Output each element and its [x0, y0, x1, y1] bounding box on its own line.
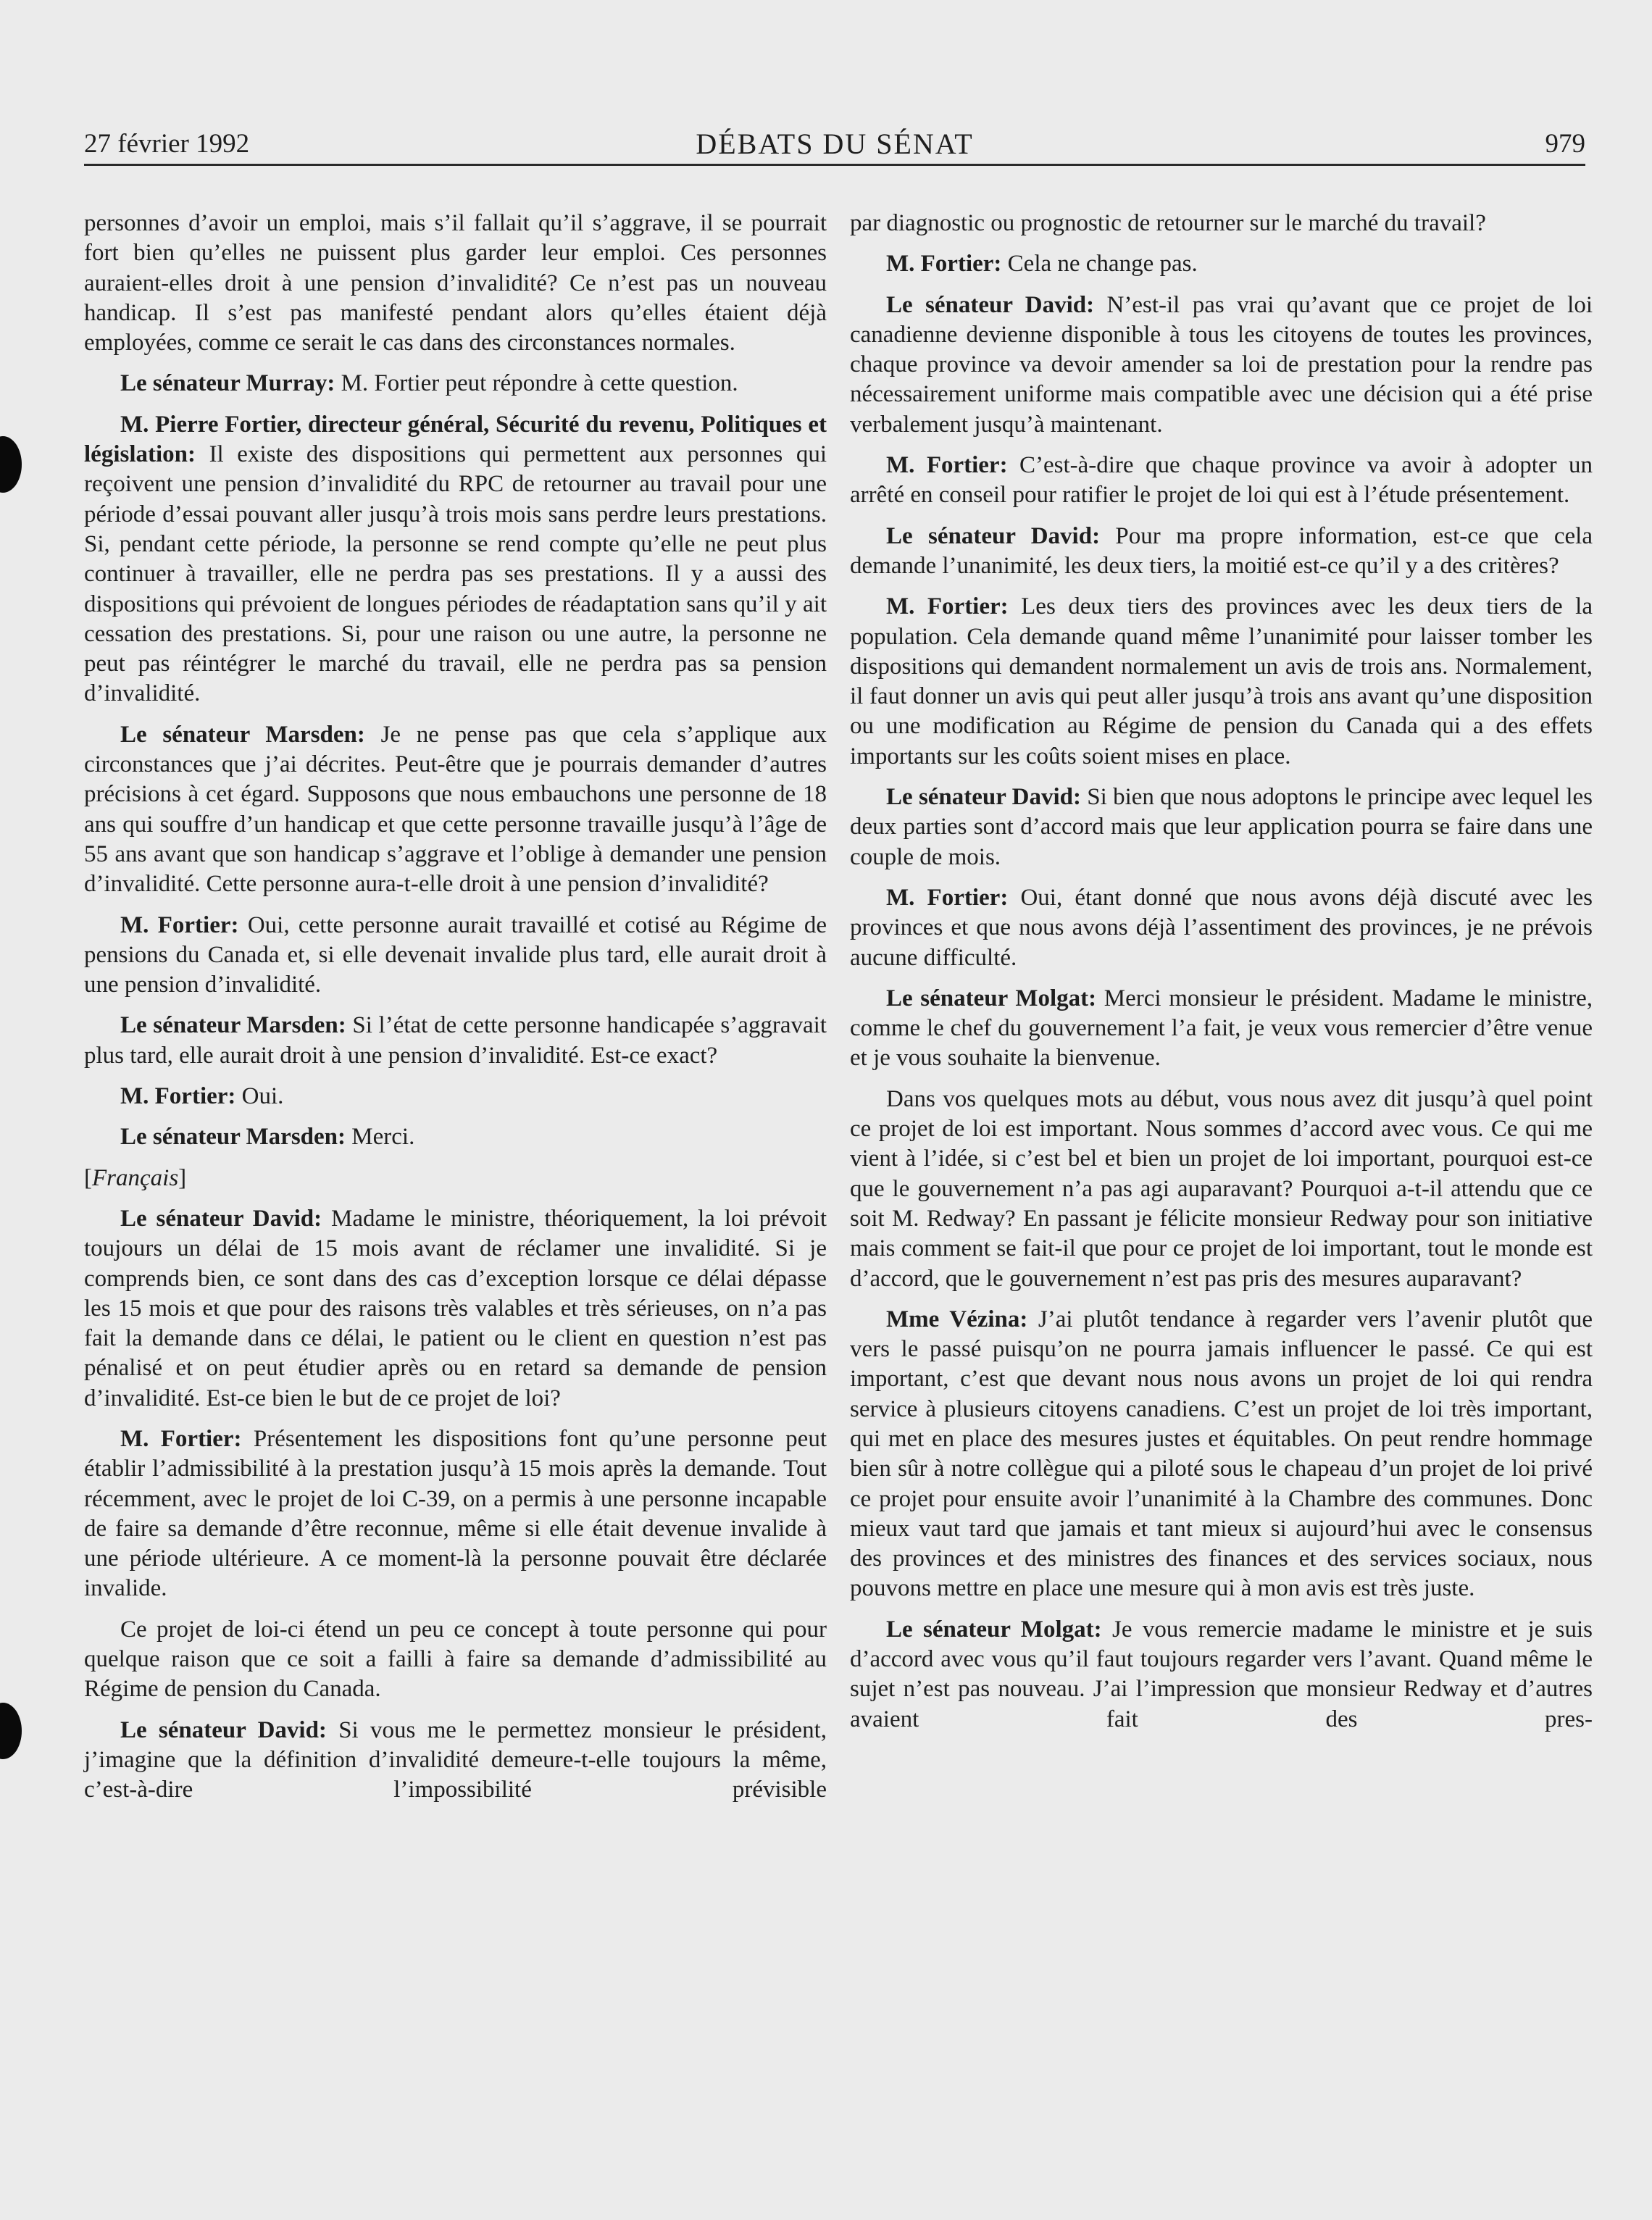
paragraph: Le sénateur David: Pour ma propre information, est-ce que cela demande l’unanimité, les deux tiers, la moitié est-ce qu’il y a des critères?: [850, 522, 1593, 579]
speaker-name: M. Fortier:: [120, 911, 239, 938]
running-header: [84, 125, 1585, 166]
paragraph: Le sénateur Marsden: Si l’état de cette personne handicapée s’aggravait plus tard, elle aurait droit à une pension d’invalidité. Est-ce exact?: [84, 1012, 827, 1069]
paragraph: Le sénateur Molgat: Je vous remercie madame le ministre et je suis d’accord avec vous qu’il faut toujours regarder vers l’avant. Quand même le sujet n’est pas nouveau. J’ai l’impression que monsieur Redway et d’autres avaient fait des pres-: [850, 1616, 1593, 1732]
speaker-name: Le sénateur Marsden:: [120, 1124, 346, 1151]
paragraph: Le sénateur David: Madame le ministre, théoriquement, la loi prévoit toujours un délai de 15 mois avant de réclamer une invalidité. Si je comprends bien, ce sont dans des cas d’exception lorsque ce délai dépasse les 15 mois et que pour des raisons très valables et très sérieuses, on n’a pas fait la demande dans ce délai, le patient ou le client en question n’est pas pénalisé et on peut étudier après ou en retard sa demande de pension d’invalidité. Est-ce bien le but de ce projet de loi?: [84, 1205, 827, 1411]
paragraph: Le sénateur David: Si vous me le permettez monsieur le président, j’imagine que la définition d’invalidité demeure-t-elle toujours la même, c’est-à-dire l’impossibilité prévisible: [84, 1716, 827, 1803]
speaker-name: Le sénateur Marsden:: [120, 721, 365, 748]
speaker-name: M. Pierre Fortier, directeur général, Sécurité du revenu, Politiques et législation:: [84, 411, 827, 468]
page-number: 979: [1545, 129, 1585, 159]
paragraph: M. Fortier: Cela ne change pas.: [886, 251, 1198, 278]
paragraph: M. Fortier: Les deux tiers des provinces avec les deux tiers de la population. Cela demande quand même l’unanimité pour laisser tomber les dispositions qui demandent normalement un avis de trois ans. Normalement, il faut donner un avis qui peut aller jusqu’à trois ans avant qu’une disposition ou une modification au Régime de pension du Canada qui a des effets importants sur les coûts soient mises en place.: [850, 593, 1593, 769]
paragraph: Le sénateur Molgat: Merci monsieur le président. Madame le ministre, comme le chef du gouvernement l’a fait, je veux vous remercier d’être venue et je vous souhaite la bienvenue.: [850, 985, 1593, 1072]
binder-hole-bottom: [0, 1703, 22, 1759]
header-title: DÉBATS DU SÉNAT: [696, 128, 974, 160]
speaker-name: M. Fortier:: [886, 251, 1002, 278]
language-note: [Français]: [84, 1164, 187, 1191]
speaker-name: Le sénateur Marsden:: [120, 1012, 346, 1039]
header-date: 27 février 1992: [84, 129, 250, 159]
speaker-name: M. Fortier:: [886, 452, 1008, 479]
speaker-name: Le sénateur Molgat:: [886, 1616, 1102, 1643]
paragraph: Le sénateur David: Si bien que nous adoptons le principe avec lequel les deux parties sont d’accord mais que leur application pourra se faire dans une couple de mois.: [850, 784, 1593, 870]
paragraph: M. Fortier: Oui, étant donné que nous avons déjà discuté avec les provinces et que nous avons déjà l’assentiment des provinces, je ne prévois aucune difficulté.: [850, 884, 1593, 971]
right-column: [850, 209, 1593, 1745]
speaker-name: Le sénateur Murray:: [120, 370, 335, 397]
paragraph: Le sénateur Marsden: Je ne pense pas que cela s’applique aux circonstances que j’ai décrites. Peut-être que je pourrais demander d’autres précisions à cet égard. Supposons que nous embauchons une personne de 18 ans qui souffre d’un handicap et que cette personne travaille jusqu’à l’âge de 55 ans avant que son handicap s’aggrave et l’oblige à demander une pension d’invalidité. Cette personne aura-t-elle droit à une pension d’invalidité?: [84, 721, 827, 898]
speaker-name: M. Fortier:: [886, 593, 1009, 620]
paragraph: Dans vos quelques mots au début, vous nous avez dit jusqu’à quel point ce projet de loi est important. Nous sommes d’accord avec vous. Ce qui me vient à l’idée, si c’est bel et bien un projet de loi important, pourquoi est-ce que le gouvernement n’a pas agi auparavant? Pourquoi a-t-il attendu que ce soit M. Redway? En passant je félicite monsieur Redway pour son initiative mais comment se fait-il que pour ce projet de loi important, tout le monde est d’accord, que le gouvernement n’est pas pris des mesures auparavant?: [850, 1085, 1593, 1292]
paragraph: M. Pierre Fortier, directeur général, Sécurité du revenu, Politiques et législation: Il existe des dispositions qui permettent aux personnes qui reçoivent une pension d’invalidité du RPC de retourner au travail pour une période d’essai pouvant aller jusqu’à trois mois sans perdre leurs prestations. Si, pendant cette période, la personne se rend compte qu’elle ne peut plus continuer à travailler, elle ne perdra pas ses prestations. Il y a aussi des dispositions qui prévoient de longues périodes de réadaptation sans qu’il y ait cessation des prestations. Si, pour une raison ou une autre, la personne ne peut pas réintégrer le marché du travail, elle ne perdra pas sa pension d’invalidité.: [84, 411, 827, 707]
binder-hole-top: [0, 436, 22, 493]
paragraph: Mme Vézina: J’ai plutôt tendance à regarder vers l’avenir plutôt que vers le passé puisqu’on ne pourra jamais influencer le passé. Ce qui est important, c’est que devant nous nous avons un projet de loi qui rendra service à plusieurs citoyens canadiens. C’est un projet de loi très important, qui met en place des mesures justes et équitables. On peut rendre hommage bien sûr à notre collègue qui a piloté sous le chapeau d’un projet de loi privé ce projet pour ensuite avoir l’unanimité à la Chambre des communes. Donc mieux vaut tard que jamais et tant mieux si aujourd’hui avec le consensus des provinces et des ministres des finances et des services sociaux, nous pouvons mettre en place une mesure qui à mon avis est très juste.: [850, 1306, 1593, 1602]
speaker-name: Le sénateur Molgat:: [886, 985, 1097, 1011]
paragraph: Ce projet de loi-ci étend un peu ce concept à toute personne qui pour quelque raison que ce soit a failli à faire sa demande d’admissibilité au Régime de pension du Canada.: [84, 1616, 827, 1703]
speaker-name: Le sénateur David:: [886, 522, 1101, 549]
speaker-name: Mme Vézina:: [886, 1306, 1028, 1332]
paragraph: M. Fortier: C’est-à-dire que chaque province va avoir à adopter un arrêté en conseil pour ratifier le projet de loi qui est à l’étude présentement.: [850, 452, 1593, 509]
speaker-name: M. Fortier:: [120, 1083, 236, 1110]
paragraph: par diagnostic ou prognostic de retourner sur le marché du travail?: [850, 210, 1486, 236]
paragraph: Le sénateur Marsden: Merci.: [120, 1124, 415, 1151]
paragraph: M. Fortier: Présentement les dispositions font qu’une personne peut établir l’admissibilité à la prestation jusqu’à 15 mois après la demande. Tout récemment, avec le projet de loi C-39, on a permis à une personne incapable de faire sa demande d’être reconnue, même si elle était devenue invalide à une période ultérieure. A ce moment-là la personne pouvait être déclarée invalide.: [84, 1425, 827, 1602]
speaker-name: Le sénateur David:: [886, 291, 1095, 318]
speaker-name: M. Fortier:: [886, 884, 1009, 911]
speaker-name: M. Fortier:: [120, 1425, 242, 1452]
speaker-name: Le sénateur David:: [120, 1716, 327, 1743]
speaker-name: Le sénateur David:: [886, 784, 1081, 811]
paragraph: M. Fortier: Oui, cette personne aurait travaillé et cotisé au Régime de pensions du Canada et, si elle devenait invalide plus tard, elle aurait droit à une pension d’invalidité.: [84, 911, 827, 998]
speaker-name: Le sénateur David:: [120, 1205, 322, 1232]
paragraph: M. Fortier: Oui.: [120, 1083, 284, 1110]
left-column: [84, 209, 827, 1816]
paragraph: Le sénateur Murray: M. Fortier peut répondre à cette question.: [120, 370, 738, 397]
paragraph: personnes d’avoir un emploi, mais s’il fallait qu’il s’aggrave, il se pourrait fort bien qu’elles ne puissent plus garder leur emploi. Ces personnes auraient-elles droit à une pension d’invalidité? Ce n’est pas un nouveau handicap. Il s’est pas manifesté pendant alors qu’elles étaient déjà employées, comme ce serait le cas dans des circonstances normales.: [84, 210, 827, 356]
paragraph: Le sénateur David: N’est-il pas vrai qu’avant que ce projet de loi canadienne devienne disponible à tous les citoyens de toutes les provinces, chaque province va devoir amender sa loi de prestation pour la rendre pas nécessairement uniforme mais compatible avec une décision qui a été prise verbalement jusqu’à maintenant.: [850, 291, 1593, 438]
